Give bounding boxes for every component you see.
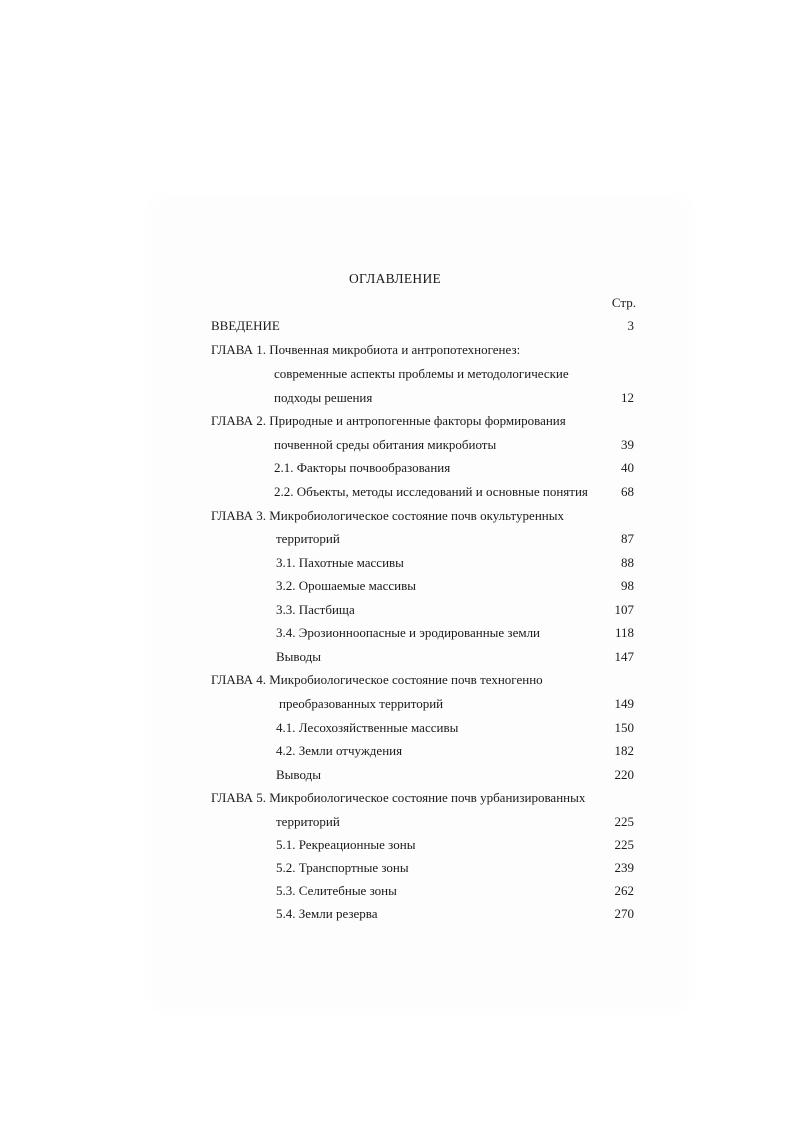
- toc-entry-page: 147: [614, 649, 634, 664]
- toc-entry-page: 40: [621, 460, 634, 475]
- toc-entry-page: 12: [621, 390, 634, 405]
- toc-entry-text: 5.1. Рекреационные зоны: [276, 837, 416, 852]
- toc-entry-page: 3: [627, 318, 634, 333]
- toc-entry-text: ГЛАВА 1. Почвенная микробиота и антропотехногенез:: [211, 342, 521, 357]
- toc-entry-page: 239: [614, 860, 634, 875]
- toc-entry-page: 225: [614, 837, 634, 852]
- toc-entry-text: территорий: [276, 814, 340, 829]
- toc-entry-page: 182: [614, 743, 634, 758]
- toc-entry-text: 3.3. Пастбища: [276, 602, 355, 617]
- toc-entry-text: 5.3. Селитебные зоны: [276, 883, 397, 898]
- toc-entry-page: 220: [614, 767, 634, 782]
- toc-entry-text: ВВЕДЕНИЕ: [211, 318, 280, 333]
- toc-entry-page: 149: [614, 696, 634, 711]
- toc-entry-text: Выводы: [276, 649, 321, 664]
- toc-entry-text: ГЛАВА 2. Природные и антропогенные факторы формирования: [211, 413, 566, 428]
- toc-entry-text: 2.1. Факторы почвообразования: [274, 460, 451, 475]
- toc-title: ОГЛАВЛЕНИЕ: [349, 271, 442, 286]
- toc-entry-text: 4.2. Земли отчуждения: [276, 743, 403, 758]
- toc-entry-page: 107: [614, 602, 634, 617]
- toc-entry-page: 87: [621, 531, 634, 546]
- toc-entry-page: 150: [614, 720, 634, 735]
- toc-entry-text: преобразованных территорий: [279, 696, 444, 711]
- toc-entry-text: почвенной среды обитания микробиоты: [274, 437, 497, 452]
- toc-entry-page: 262: [614, 883, 634, 898]
- toc-entry-page: 225: [614, 814, 634, 829]
- toc-entry-text: Выводы: [276, 767, 321, 782]
- toc-entry-page: 98: [621, 578, 634, 593]
- toc-entry-page: 39: [621, 437, 634, 452]
- toc-entry-text: 3.4. Эрозионноопасные и эродированные земли: [276, 625, 541, 640]
- toc-entry-text: ГЛАВА 3. Микробиологическое состояние почв окультуренных: [211, 508, 564, 523]
- toc-entry-page: 270: [614, 906, 634, 921]
- toc-entry-text: современные аспекты проблемы и методологические: [274, 366, 569, 381]
- toc-entry-text: 5.4. Земли резерва: [276, 906, 378, 921]
- toc-entry-text: 3.2. Орошаемые массивы: [276, 578, 416, 593]
- toc-entry-text: 4.1. Лесохозяйственные массивы: [276, 720, 459, 735]
- toc-entry-page: 88: [621, 555, 634, 570]
- toc-entry-page: 68: [621, 484, 634, 499]
- toc-entry-text: ГЛАВА 4. Микробиологическое состояние почв техногенно: [211, 672, 543, 687]
- toc-entry-page: 118: [614, 625, 634, 640]
- toc-entry-text: 3.1. Пахотные массивы: [276, 555, 404, 570]
- toc-entry-text: 5.2. Транспортные зоны: [276, 860, 409, 875]
- toc-entry-text: территорий: [276, 531, 340, 546]
- toc-entry-text: подходы решения: [274, 390, 373, 405]
- page-column-label: Стр.: [611, 295, 636, 310]
- toc-entry-text: ГЛАВА 5. Микробиологическое состояние почв урбанизированных: [211, 790, 586, 805]
- toc-entry-text: 2.2. Объекты, методы исследований и основные понятия: [274, 484, 588, 499]
